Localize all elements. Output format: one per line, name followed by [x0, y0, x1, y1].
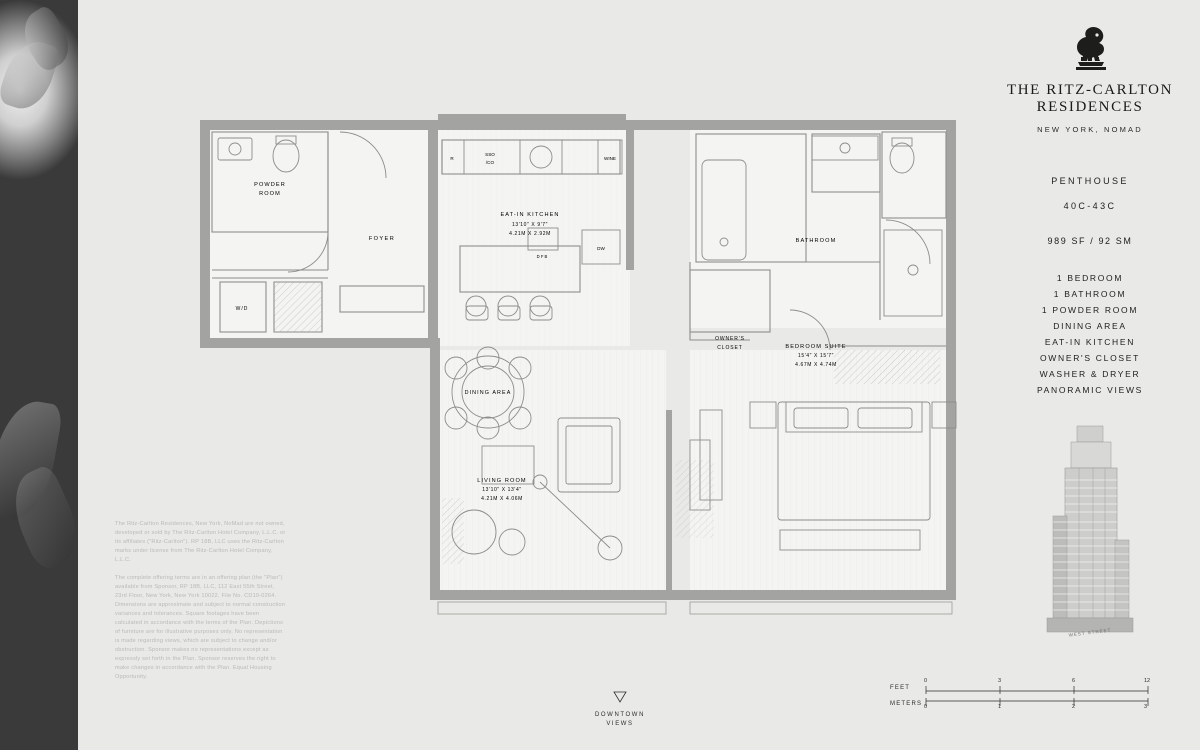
scale-meters-tick: 1: [998, 704, 1002, 710]
label-dfb: D F B: [536, 254, 548, 259]
label-foyer: FOYER: [368, 236, 396, 242]
label-owners-closet-line1: OWNER'S: [715, 336, 745, 342]
scale-feet-tick: 3: [998, 678, 1002, 684]
label-owners-closet-line2: CLOSET: [717, 345, 743, 351]
label-kitchen-dim2: 4.21M X 2.92M: [509, 231, 551, 237]
brand-title-line2: RESIDENCES: [1036, 99, 1144, 115]
feature-item: EAT-IN KITCHEN: [1044, 337, 1136, 347]
floor-plan-drawing: [190, 110, 970, 630]
orientation-label-line2: VIEWS: [606, 721, 634, 727]
terrace-band: [438, 602, 952, 614]
brand-title-line1: THE RITZ-CARLTON: [1006, 82, 1173, 98]
label-living-dim1: 13'10" X 13'4": [482, 487, 522, 493]
tower-caption: WEST STREET: [1068, 627, 1112, 638]
scale-feet-tick: 6: [1072, 678, 1076, 684]
scale-meters-bar: [924, 697, 1150, 711]
disclaimer-paragraph-1: The Ritz-Carlton Residences, New York, NoMad are not owned, developed or sold by The Ritz-Carlton Hotel Company, L.L.C. or its affiliates ("Ritz-Carlton"). RP 18B, LLC uses the Ritz-Carlton marks under license from The Ritz-Carlton Hotel Company, L.L.C.: [115, 521, 286, 563]
label-refrigerator: R: [450, 156, 454, 161]
unit-numbers: 40C-43C: [1063, 201, 1117, 211]
feature-item: 1 BATHROOM: [1053, 289, 1127, 299]
label-living-dim2: 4.21M X 4.06M: [481, 496, 523, 502]
label-kitchen: EAT-IN KITCHEN: [500, 212, 560, 218]
label-bedroom-dim1: 15'4" X 15'7": [797, 353, 835, 359]
scale-meters-row: [890, 696, 1150, 712]
scale-feet-tick: 12: [1144, 678, 1151, 684]
feature-item: WASHER & DRYER: [1039, 369, 1141, 379]
brand-legend: [990, 24, 1190, 398]
label-living-room: LIVING ROOM: [477, 478, 527, 484]
label-bedroom: BEDROOM SUITE: [785, 344, 847, 350]
label-bedroom-dim2: 4.67M X 4.74M: [795, 362, 837, 368]
feature-item: OWNER'S CLOSET: [1039, 353, 1141, 363]
bathroom-floor: [690, 128, 952, 328]
tower-illustration-icon: [1035, 420, 1145, 650]
down-arrow-icon: [613, 691, 627, 703]
label-dishwasher: DW: [597, 246, 605, 251]
feature-item: 1 BEDROOM: [1056, 273, 1124, 283]
disclaimer-paragraph-2: The complete offering terms are in an offering plan (the "Plan") available from Sponsor, RP 18B, LLC, 112 East 55th Street, 23rd Floor, New York, New York 10022. File No. CD19-0264. Dimensions are approximate and subject to normal construction variances and tolerances. Square footages have been calculated in accordance with the terms of the Plan. Depictions of furniture are for illustrative purposes only. No representation is made regarding views, which are subject to change and/or obstruction. Sponsor makes no representations except as expressly set forth in the Plan. Sponsor reserves the right to make changes in accordance with the Plan. Equal Housing Opportunity.: [115, 575, 286, 680]
scale-feet-tick: 0: [924, 678, 928, 684]
label-powder-room-line2: ROOM: [259, 191, 281, 197]
label-kitchen-dim1: 13'10" X 9'7": [511, 222, 549, 228]
lion-crest-icon: [990, 24, 1190, 76]
label-washer-dryer: W/D: [235, 306, 249, 312]
feature-item: PANORAMIC VIEWS: [1036, 385, 1144, 395]
brand-location: NEW YORK, NOMAD: [1037, 125, 1143, 134]
label-sso: SSO: [485, 152, 495, 157]
orientation-label-line1: DOWNTOWN: [594, 712, 646, 718]
scale-meters-tick: 0: [924, 704, 928, 710]
scale-meters-tick: 3: [1144, 704, 1148, 710]
label-wine: WINE: [604, 156, 616, 161]
label-powder-room-line1: POWDER: [254, 182, 286, 188]
label-co: /CO: [485, 160, 495, 165]
label-bathroom: BATHROOM: [795, 238, 837, 244]
feature-item: 1 POWDER ROOM: [1041, 305, 1139, 315]
orientation-indicator: [575, 690, 665, 729]
scale-meters-tick: 2: [1072, 704, 1076, 710]
scale-feet-label: FEET: [890, 685, 911, 691]
unit-summary: [990, 174, 1190, 246]
scale-meters-label: METERS: [890, 701, 923, 707]
scale-feet-bar: [924, 678, 1151, 695]
unit-type: PENTHOUSE: [1051, 176, 1129, 186]
scale-bars: [890, 680, 1150, 712]
unit-area: 989 SF / 92 SM: [1047, 236, 1133, 246]
feature-item: DINING AREA: [1053, 321, 1127, 331]
decorative-photo-strip: [0, 0, 78, 750]
scale-feet-row: [890, 680, 1150, 696]
label-dining-area: DINING AREA: [464, 390, 512, 396]
unit-feature-list: [990, 270, 1190, 398]
legal-disclaimer: [115, 520, 287, 691]
